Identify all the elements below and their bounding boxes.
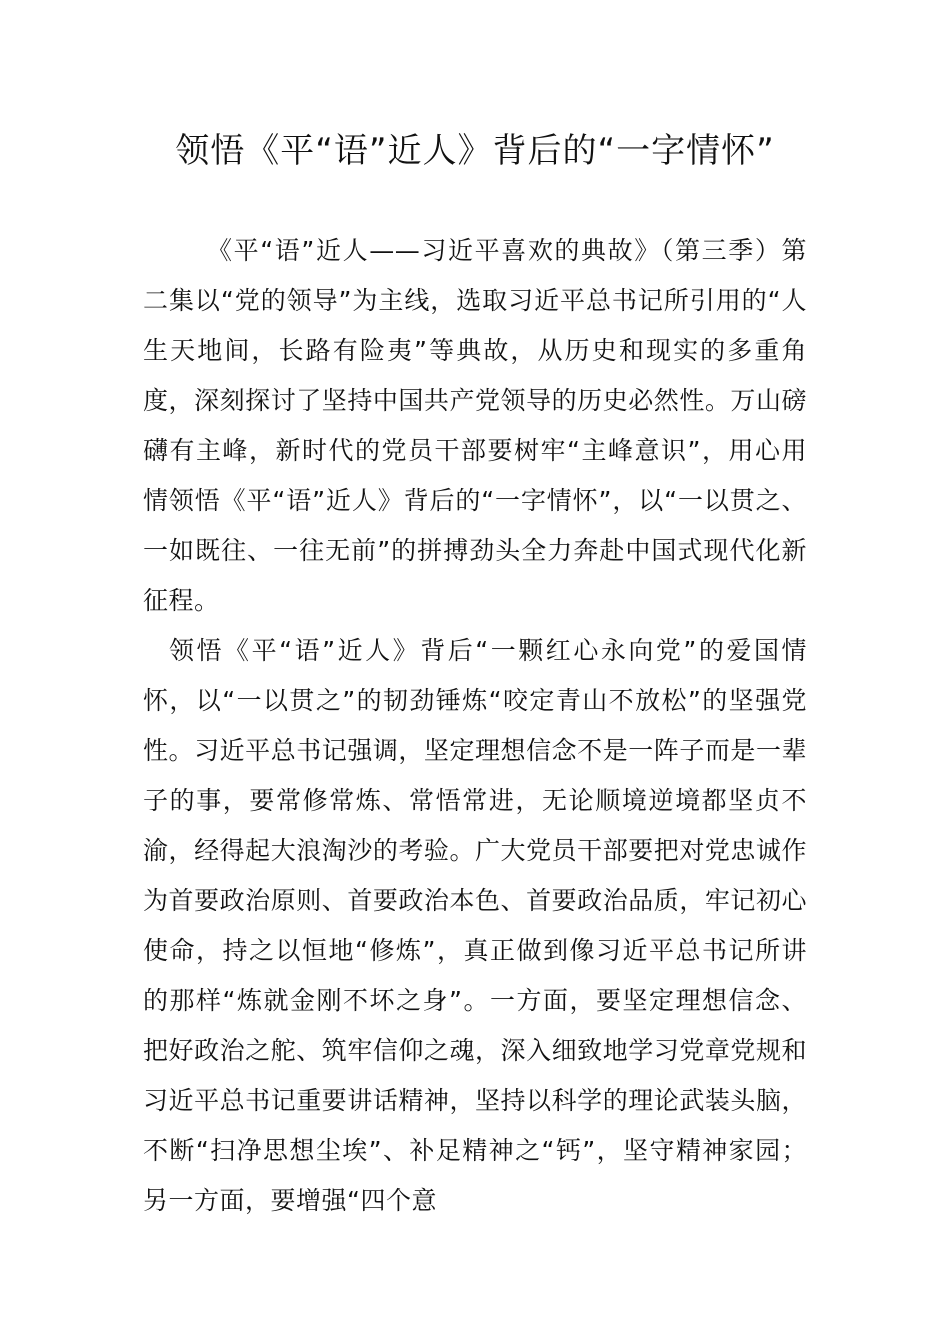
document-title: 领悟《平“语”近人》背后的“一字情怀” [175,131,775,171]
paragraph-intro: 《平“语”近人——习近平喜欢的典故》（第三季）第二集以“党的领导”为主线，选取习近平总书记所引用的“人生天地间，长路有险夷”等典故，从历史和现实的多重角度，深刻探讨了坚持中国共产党领导的历史必然性。万山磅礴有主峰，新时代的党员干部要树牢“主峰意识”，用心用情领悟《平“语”近人》背后的“一字情怀”，以“一以贯之、一如既往、一往无前”的拼搏劲头全力奔赴中国式现代化新征程。 [143,236,807,615]
paragraph-second: 领悟《平“语”近人》背后“一颗红心永向党”的爱国情怀，以“一以贯之”的韧劲锤炼“咬定青山不放松”的坚强党性。习近平总书记强调，坚定理想信念不是一阵子而是一辈子的事，要常修常炼、常悟常进，无论顺境逆境都坚贞不渝，经得起大浪淘沙的考验。广大党员干部要把对党忠诚作为首要政治原则、首要政治本色、首要政治品质，牢记初心使命，持之以恒地“修炼”，真正做到像习近平总书记所讲的那样“炼就金刚不坏之身”。一方面，要坚定理想信念、把好政治之舵、筑牢信仰之魂，深入细致地学习党章党规和习近平总书记重要讲话精神，坚持以科学的理论武装头脑，不断“扫净思想尘埃”、补足精神之“钙”，坚守精神家园；另一方面，要增强“四个意 [143,636,807,1215]
